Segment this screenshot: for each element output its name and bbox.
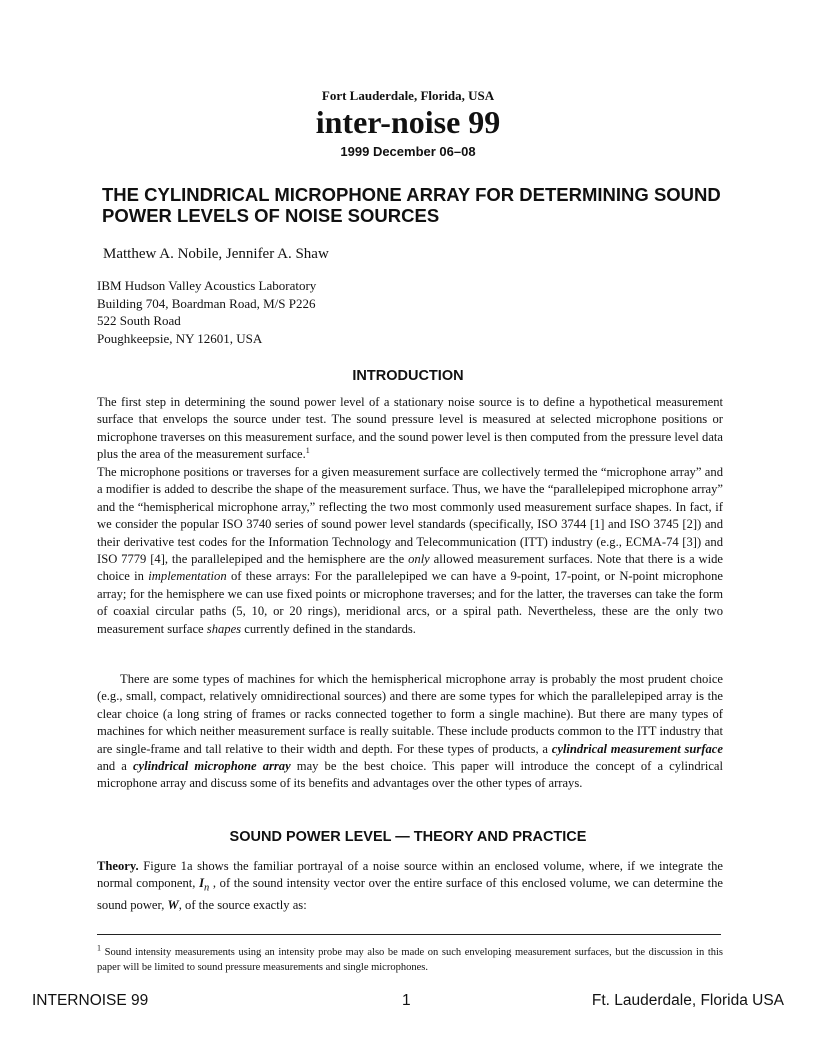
math-symbol: W: [167, 898, 179, 913]
paragraph-text: currently defined in the standards.: [241, 621, 416, 636]
footnote-divider: [97, 934, 721, 935]
paragraph-text: Figure 1a shows the familiar portrayal of a noise source within an enclosed volume, where, if we integrate the normal component,: [97, 859, 723, 891]
footer-location: Ft. Lauderdale, Florida USA: [591, 992, 784, 1009]
page-number: 1: [402, 992, 411, 1009]
paragraph-text: The microphone positions or traverses for a given measurement surface are collectively termed the “microphone array” and a modifier is added to describe the shape of the measurement surface. Thus, we have the “parallelepiped microphone array” and the “hemispherical microphone array,” reflecting the two most commonly used measurement surface shapes. In fact, if we consider the popular ISO 3740 series of sound power level standards (specifically, ISO 3744 [1] and ISO 3745 [2]) and their derivative test codes for the Information Technology and Telecommunication (ITT) industry (e.g., ECMA-74 [3]) and ISO 7779 [4], the parallelepiped and the hemisphere are the: [97, 465, 723, 567]
paragraph-lead-in: Theory.: [97, 859, 139, 873]
intro-paragraph-2: [97, 464, 723, 638]
intro-paragraph-3: [97, 671, 723, 793]
affiliation: [97, 277, 316, 347]
math-symbol: I: [199, 876, 204, 891]
math-subscript: n: [203, 882, 210, 894]
affiliation-line: Building 704, Boardman Road, M/S P226: [97, 295, 316, 311]
authors: Matthew A. Nobile, Jennifer A. Shaw: [103, 246, 329, 262]
paragraph-text: and a: [97, 759, 133, 774]
footnote-marker: 1: [97, 943, 101, 953]
conference-location: Fort Lauderdale, Florida, USA: [321, 88, 495, 103]
paragraph-text: , of the source exactly as:: [178, 898, 307, 913]
paragraph-text: allowed measurement surfaces. Note that there is a wide choice in: [97, 552, 724, 584]
footnote-reference: 1: [305, 446, 310, 456]
paragraph-text: may be the best choice. This paper will introduce the concept of a cylindrical microphone array and discuss some of its benefits and advantages over the other types of arrays.: [97, 759, 723, 791]
affiliation-line: Poughkeepsie, NY 12601, USA: [97, 330, 263, 346]
paragraph-text: , of the sound intensity vector over the entire surface of this enclosed volume, we can determine the sound power,: [97, 876, 724, 913]
emphasis: implementation: [148, 569, 227, 584]
theory-paragraph: [97, 858, 723, 915]
section-heading-theory: SOUND POWER LEVEL — THEORY AND PRACTICE: [229, 829, 587, 845]
paragraph-text: of these arrays: For the parallelepiped we can have a 9-point, 17-point, or N-point microphone array; for the hemisphere we can use fixed points or microphone traverses; and for the latter, the traverses can take the form of coaxial circular paths (5, 10, or 20 rings), meridional arcs, or a spiral path. Nevertheless, these are the only two measurement surface: [97, 569, 723, 636]
emphasis: only: [408, 552, 430, 567]
intro-paragraph-1: [97, 394, 723, 464]
section-heading-introduction: INTRODUCTION: [352, 368, 464, 384]
footnote-text: Sound intensity measurements using an intensity probe may also be made on such enveloping measurement surfaces, but the discussion in this paper will be limited to sound pressure measurements and single microphones.: [97, 947, 723, 973]
paragraph-text: There are some types of machines for which the hemispherical microphone array is probably the most prudent choice (e.g., small, compact, relatively omnidirectional sources) and there are some types for which the parallelepiped array is the clear choice (a long string of frames or racks connected together to form a single machine). But there are many types of machines for which neither measurement surface is really suitable. These include products common to the ITT industry that are single-frame and tall relative to their width and depth. For these types of products, a: [97, 672, 723, 756]
paper-title: THE CYLINDRICAL MICROPHONE ARRAY FOR DETERMINING SOUND POWER LEVELS OF NOISE SOURCES: [102, 184, 721, 226]
affiliation-line: IBM Hudson Valley Acoustics Laboratory: [97, 278, 317, 293]
conference-date: 1999 December 06–08: [340, 144, 476, 159]
emphasis: shapes: [206, 621, 242, 636]
footer-conference: INTERNOISE 99: [32, 992, 149, 1009]
paragraph-text: The first step in determining the sound power level of a stationary noise source is to define a hypothetical measurement surface that envelops the source under test. The sound pressure level is measured at selected microphone positions or microphone traverses on this measurement surface, and the sound power level is then computed from the pressure level data plus the area of the measurement surface.: [97, 395, 723, 462]
footnote: [97, 945, 723, 975]
conference-logo: inter-noise 99: [315, 104, 501, 140]
affiliation-line: 522 South Road: [97, 313, 181, 328]
emphasis: cylindrical microphone array: [132, 759, 291, 774]
emphasis: cylindrical measurement surface: [551, 741, 723, 756]
